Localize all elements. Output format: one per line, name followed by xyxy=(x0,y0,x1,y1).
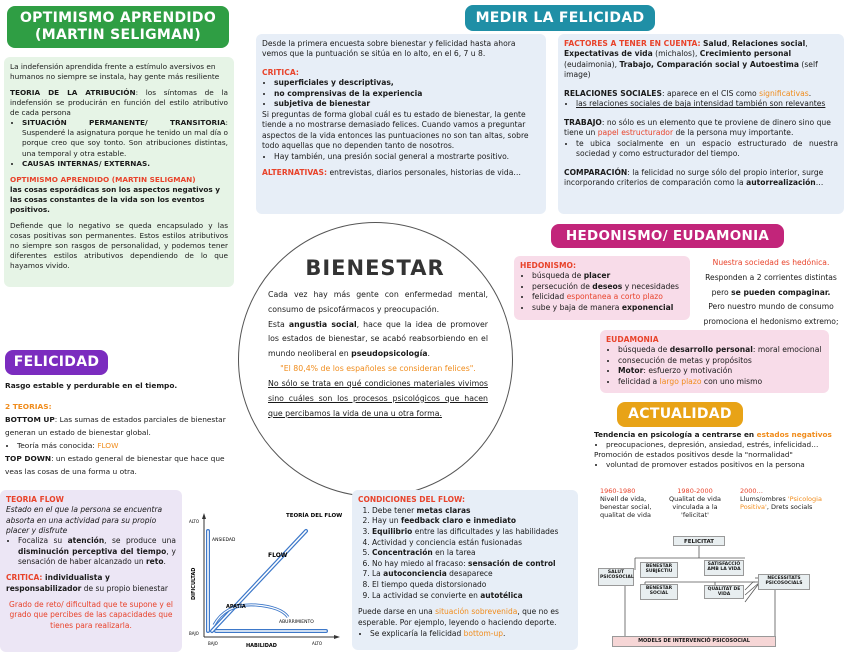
bienestar-p2b: angustia social xyxy=(288,319,357,329)
presion: • Hay también, una presión social general a mostrarte positivo. xyxy=(274,152,540,162)
label-ansiedad: ANSIEDAD xyxy=(212,538,236,543)
eud-item: • consecución de metas y propósitos xyxy=(618,356,823,366)
act-i1: • preocupaciones, depresión, ansiedad, estrés, infelicidad… xyxy=(606,440,846,450)
comp-end: … xyxy=(815,178,824,188)
title-optimismo: OPTIMISMO APRENDIDO (MARTIN SELIGMAN) xyxy=(7,6,229,48)
condiciones-box: CONDICIONES DEL FLOW: 1. Debe tener metas claras 2. Hay un feedback claro e inmediato 3. Equilibrio entre las dificultades y las habilidades 4. Actividad y conciencia están fusionadas 5. Concentración en la tarea 6. No hay miedo al fracaso: sensación de control 7. La autoconciencia desaparece 8. El tiempo queda distorsionado 9. La actividad se convierte en autotélica Puede darse en una situación sobrevenida, que no es esperable. Por ejemplo, leyendo o haciendo deporte. • Se explicaría la felicidad bottom-up. xyxy=(352,490,578,650)
act-l2: Promoción de estados positivos desde la "normalidad" xyxy=(594,450,793,460)
rel-text: : aparece en el CIS como xyxy=(661,88,760,98)
bienestar-p2d: pseudopsicología xyxy=(351,349,428,359)
bienestar-quote: "El 80,4% de los españoles se consideran felices". xyxy=(280,364,476,374)
flow-box: TEORIA FLOW Estado en el que la persona se encuentra absorta en una actividad para su propio placer y disfrute • Focaliza su atención, se produce una disminución perceptiva del tiempo, y sensación de haber alcanzado un reto. CRITICA: individualista y responsabilizador de su propio bienestar Grado de reto/ dificultad que te supone y el grado que percibes de las capacidades que tienes para realizarla. xyxy=(0,490,182,652)
node-salud: SALUT PSICOSOCIAL xyxy=(598,568,634,586)
flow-chart-ylabel: DIFICULTAD xyxy=(191,567,197,600)
felicidad-text xyxy=(5,380,231,479)
cond-head: CONDICIONES DEL FLOW: xyxy=(358,495,466,504)
defiende: Defiende que lo negativo se queda encapsulado y las cosas positivas son permanentes. Estos estilos atributivos no siempre son rasgos de personalidad, y podemos tener diferentes estilos atributivos dependiendo de lo que hayamos vivido. xyxy=(10,220,228,271)
comp-head: COMPARACIÓN xyxy=(564,167,628,177)
critica-text: Si preguntas de forma global cuál es tu estado de bienestar, la gente tiende a no mostrarse demasiado felices. Cuando vamos a preguntar aspectos de la vida entonces las puntuaciones no son tan altas, sobre todo aquellas que no dependen tanto de nosotros. xyxy=(262,109,529,151)
bu-text: : Las sumas de estados parciales de bienestar generan un estado de bienestar global. xyxy=(5,414,226,437)
factores-head: FACTORES A TENER EN CUENTA: xyxy=(564,39,701,48)
bu-item-a: Teoría más conocida: xyxy=(17,440,98,450)
factor-expectativas: Expectativas de vida xyxy=(564,49,653,59)
side1: Nuestra sociedad es hedónica. xyxy=(712,258,830,267)
bienestar-title: BIENESTAR xyxy=(305,256,445,280)
flow-chart-xlabel: HABILIDAD xyxy=(246,643,277,649)
node-felicitat: FELICITAT xyxy=(673,536,725,546)
flow-text: Estado en el que la persona se encuentra absorta en una actividad para su propio placer y disfrute xyxy=(6,505,163,536)
actualidad-text xyxy=(594,430,846,470)
node-benestar-soc: BENESTAR SOCIAL xyxy=(640,584,678,600)
trab-text2: de la persona muy importante. xyxy=(673,128,794,138)
flow-bottom: Grado de reto/ dificultad que te supone y el grado que percibes de las capacidades que tienes para realizarla. xyxy=(9,600,173,630)
factor-selfimage: (self image) xyxy=(564,59,818,80)
medir-box xyxy=(256,34,546,214)
trab-red: papel estructurador xyxy=(597,128,674,138)
node-benestar-subj: BENESTAR SUBJECTIU xyxy=(640,562,678,578)
oa-text: las cosas esporádicas son los aspectos negativos y las cosas constantes de la vida son los eventos positivos. xyxy=(10,184,221,214)
factor-eudaimonia: (eudaimonia), xyxy=(564,59,620,69)
eud-item: • Motor: esfuerzo y motivación xyxy=(618,366,823,376)
node-model: MODELS DE INTERVENCIÓ PSICOSOCIAL xyxy=(612,636,776,647)
timeline-2: 1980-2000 Qualitat de vida vinculada a la 'felicitat' xyxy=(669,487,721,520)
rel-sig: significativas xyxy=(759,88,809,98)
alt-text: entrevistas, diarios personales, historias de vida… xyxy=(327,168,521,178)
label-aburrimiento: ABURRIMIENTO xyxy=(279,620,314,625)
critica-item: • subjetiva de bienestar xyxy=(274,99,540,109)
b2: • CAUSAS INTERNAS/ EXTERNAS. xyxy=(22,159,228,169)
condicion-item: 7. La autoconciencia desaparece xyxy=(372,569,572,580)
side3: Pero nuestro mundo de consumo promociona el hedonismo extremo; xyxy=(703,302,839,327)
critica-item: • no comprensivas de la experiencia xyxy=(274,89,540,99)
factor-salud: Salud xyxy=(703,39,728,48)
title-felicidad: FELICIDAD xyxy=(5,350,108,375)
timeline-1: 1960-1980 Nivell de vida, benestar social, qualitat de vida xyxy=(600,487,652,520)
condicion-item: 5. Concentración en la tarea xyxy=(372,548,572,559)
bienestar-p2c: , hace que la idea de promover los estados de bienestar, se acabó reabsorbiendo en el mundo neoliberal en xyxy=(268,319,488,359)
label-apatia: APATÍA xyxy=(226,604,246,610)
label-flow: FLOW xyxy=(268,552,288,559)
rel-head: RELACIONES SOCIALES xyxy=(564,88,662,98)
condicion-item: 6. No hay miedo al fracaso: sensación de control xyxy=(372,559,572,570)
node-qualitat: QUALITAT DE VIDA xyxy=(704,585,744,599)
bienestar-p2e: . xyxy=(427,349,431,359)
factor-michalos: (michalos), xyxy=(652,49,700,59)
optimismo-box xyxy=(4,57,234,287)
flow-chart xyxy=(186,505,348,650)
title-actualidad: ACTUALIDAD xyxy=(617,402,743,427)
factor-trabajo: Trabajo, Comparación social y Autoestima xyxy=(619,59,799,69)
fel-teorias: 2 TEORIAS: xyxy=(5,401,52,411)
condicion-item: 8. El tiempo queda distorsionado xyxy=(372,580,572,591)
label-alto-x: ALTO xyxy=(312,641,323,646)
node-necessitats: NECESSITATS PSICOSOCIALS xyxy=(758,574,810,590)
hed-item: • sube y baja de manera exponencial xyxy=(532,303,684,313)
rel-item: • las relaciones sociales de baja intensidad también son relevantes xyxy=(576,99,838,109)
title-medir: MEDIR LA FELICIDAD xyxy=(465,5,655,31)
hedonismo-box xyxy=(514,256,690,320)
b1-text: : Suspenderé la asignatura porque he tenido un mal día o porque creo que soy tonto. Son atribuciones distintas, una temporal y otra estable. xyxy=(22,118,228,158)
bienestar-p1: Cada vez hay más gente con enfermedad mental, consumo de psicofármacos y preocupación. xyxy=(268,290,488,314)
condicion-item: 3. Equilibrio entre las dificultades y las habilidades xyxy=(372,527,572,538)
optimismo-intro: La indefensión aprendida frente a estímulo aversivos en humanos no siempre se instala, hay gente más resiliente xyxy=(10,62,220,82)
bu-head: BOTTOM UP xyxy=(5,414,55,424)
flow-head: TEORIA FLOW xyxy=(6,495,64,504)
critica-head: CRITICA: xyxy=(262,67,299,77)
td-text: : un estado general de bienestar que hace que veas las cosas de una forma u otra. xyxy=(5,453,225,476)
timeline-3: 2000… Llums/ombres 'Psicologia Positiva', Drets socials xyxy=(740,487,822,512)
act-l1a: Tendencia en psicología a centrarse en xyxy=(594,430,757,439)
side2: Responden a 2 corrientes distintas pero xyxy=(705,272,837,297)
label-bajo-y: BAJO xyxy=(189,631,199,636)
label-alto-y: ALTO xyxy=(189,519,200,524)
act-i2: • voluntad de promover estados positivos en la persona xyxy=(606,460,846,470)
td-head: TOP DOWN xyxy=(5,453,52,463)
alt-head: ALTERNATIVAS: xyxy=(262,168,328,178)
medir-intro: Desde la primera encuesta sobre bienestar y felicidad hasta ahora vemos que la puntuación se sitúa en lo alto, en el 6, 7 u 8. xyxy=(262,39,516,59)
bienestar-p3: No sólo se trata en qué condiciones materiales vivimos sino cuáles son los procesos psicológicos que hacen que percibamos la vida de una u otra forma. xyxy=(268,378,488,418)
oa-head: OPTIMISMO APRENDIDO (MARTIN SELIGMAN) xyxy=(10,174,196,184)
trab-item: • te ubica socialmente en un espacio estructurado de nuestra sociedad y como estructurador del tiempo. xyxy=(576,139,838,160)
bienestar-text xyxy=(268,288,488,421)
condiciones-list xyxy=(358,506,572,602)
flow-chart-title: TEORÍA DEL FLOW xyxy=(286,513,343,519)
eudamonia-box xyxy=(600,330,829,393)
condicion-item: 1. Debe tener metas claras xyxy=(372,506,572,517)
condicion-item: 9. La actividad se convierte en autotélica xyxy=(372,591,572,602)
critica-item: • superficiales y descriptivas, xyxy=(274,78,540,88)
label-bajo-x: BAJO xyxy=(208,641,218,646)
hedonismo-head: HEDONISMO: xyxy=(520,261,577,270)
side2b: se pueden compaginar. xyxy=(731,287,831,297)
hed-item: • persecución de deseos y necesidades xyxy=(532,282,684,292)
eud-item: • búsqueda de desarrollo personal: moral emocional xyxy=(618,345,823,355)
hed-item: • felicidad espontanea a corto plazo xyxy=(532,292,684,302)
factor-relaciones: Relaciones social xyxy=(731,39,806,48)
fel-p1: Rasgo estable y perdurable en el tiempo. xyxy=(5,381,178,390)
bienestar-p2a: Esta xyxy=(268,319,289,329)
eud-item: • felicidad a largo plazo con uno mismo xyxy=(618,377,823,387)
comp-b: autorrealización xyxy=(746,178,816,188)
act-l1b: estados negativos xyxy=(756,430,832,439)
bu-item-b: FLOW xyxy=(97,440,119,450)
trab-head: TRABAJO xyxy=(564,117,602,127)
b1-head: SITUACIÓN PERMANENTE/ TRANSITORIA xyxy=(22,118,226,128)
factor-crecimiento: Crecimiento personal xyxy=(699,49,792,59)
factores-box: FACTORES A TENER EN CUENTA: Salud, Relaciones social, Expectativas de vida (michalos), Crecimiento personal (eudaimonia), Trabajo, Comparación social y Autoestima (self image) RELACIONES SOCIALES: aparece en el CIS como significativas. • las relaciones sociales de baja intensidad también son relevantes TRABAJO: no sólo es un elemento que te proviene de dinero sino que tiene un papel estructurador de la persona muy importante. • te ubica socialmente en un espacio estructurado de nuestra sociedad y como estructurador del tiempo. COMPARACIÓN: la felicidad no surge sólo del propio interior, surge incorporando criterios de comparación como la autorrealización… xyxy=(558,34,844,214)
condicion-item: 2. Hay un feedback claro e inmediato xyxy=(372,516,572,527)
condicion-item: 4. Actividad y conciencia están fusionadas xyxy=(372,538,572,549)
trab-text: : no sólo es un elemento que te proviene de dinero sino que tiene un xyxy=(564,117,831,138)
node-satis: SATISFACCIÓ AMB LA VIDA xyxy=(704,560,744,576)
title-hedonismo: HEDONISMO/ EUDAMONIA xyxy=(551,224,784,248)
comp-text: : la felicidad no surge sólo del propio interior, surge incorporando criterios de comparación como la xyxy=(564,167,824,188)
teoria-head: TEORIA DE LA ATRIBUCIÓN xyxy=(10,88,136,98)
hed-item: • búsqueda de placer xyxy=(532,271,684,281)
teoria-text: : los síntomas de la indefensión se producirán en función del estilo atributivo de cada persona xyxy=(10,88,228,118)
eudamonia-head: EUDAMONIA xyxy=(606,335,659,344)
hedonismo-side xyxy=(697,256,845,330)
